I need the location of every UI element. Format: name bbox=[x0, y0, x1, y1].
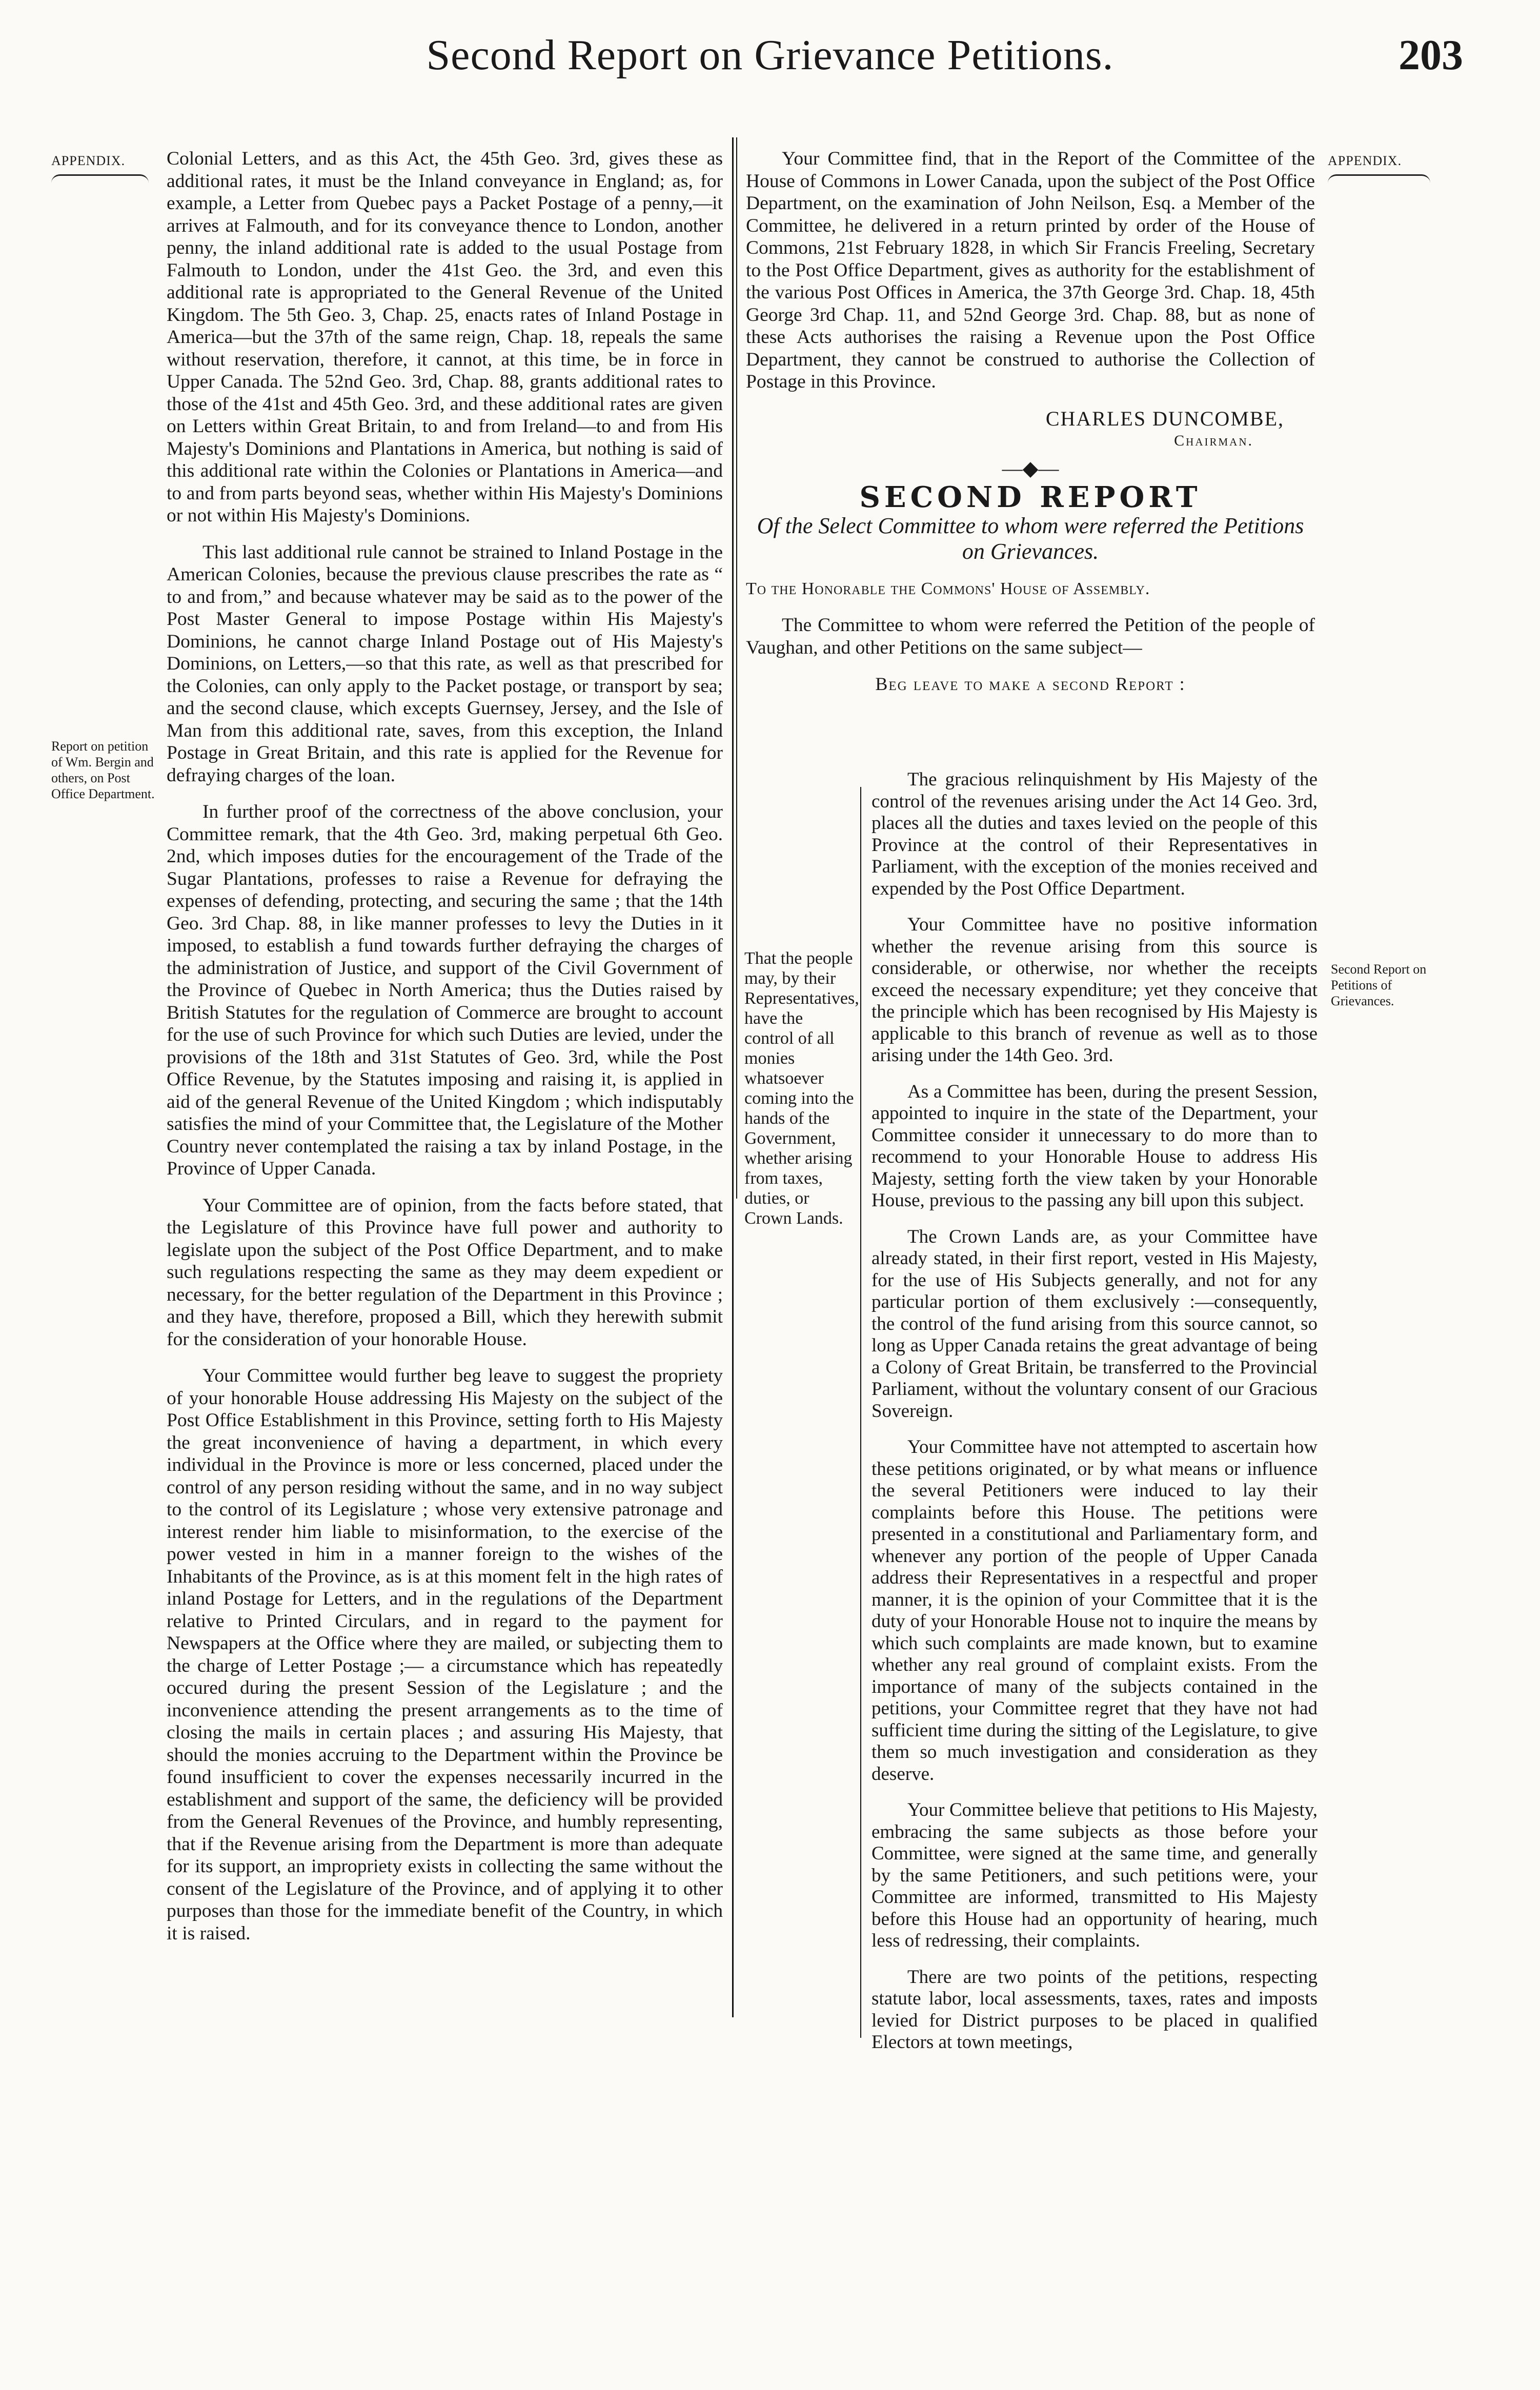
margin-note-inner: That the people may, by their Representatives, have the control of all monies whatsoever coming into the hands of the Government, whether arising from taxes, duties, or Crown Lands. bbox=[744, 949, 859, 1228]
intro-paragraph: The Committee to whom were referred the Petition of the people of Vaughan, and other Petitions on the same subject— bbox=[746, 615, 1315, 658]
right-paragraph-4: The Crown Lands are, as your Committee have already stated, in their first report, vested in His Majesty, for the use of His Subjects generally, and not for any particular portion of them exclusively :—consequently, the control of the fund arising from this source cannot, so long as Upper Canada retains the great advantage of being a Colony of Great Britain, be transferred to the Provincial Parliament, without the voluntary consent of our Gracious Sovereign. bbox=[872, 1226, 1318, 1422]
margin-note-right: Second Report on Petitions of Grievances. bbox=[1331, 962, 1427, 1008]
right-paragraph-6: Your Committee believe that petitions to His Majesty, embracing the same subjects as those before your Committee, were signed at the same time, and generally by the same Petitioners, and such petitions were, your Committee are informed, transmitted to His Majesty before this House had an opportunity of hearing, much less of redressing, their complaints. bbox=[872, 1799, 1318, 1951]
appendix-label-right bbox=[1328, 153, 1446, 169]
margin-note-left: Report on petition of Wm. Bergin and others, on Post Office Department. bbox=[51, 739, 155, 801]
appendix-brace-left bbox=[51, 174, 149, 183]
left-paragraph-4: Your Committee are of opinion, from the facts before stated, that the Legislature of this Province have full power and authority to legislate upon the subject of the Post Office Department, and to make such regulations respecting the same as they may deem expedient or necessary, for the better regulation of the Department in this Province ; and they have, therefore, proposed a Bill, which they herewith submit for the consideration of your honorable House. bbox=[167, 1194, 723, 1350]
appendix-brace-right bbox=[1328, 174, 1430, 183]
address-line: To the Honorable the Commons' House of Assembly. bbox=[746, 579, 1150, 598]
page-number: 203 bbox=[1399, 31, 1463, 79]
right-paragraph-7: There are two points of the petitions, respecting statute labor, local assessments, taxes, rates and imposts levied for District purposes to be placed in qualified Electors at town meetings, bbox=[872, 1966, 1318, 2053]
page-header-title: Second Report on Grievance Petitions. bbox=[426, 31, 1114, 79]
section-ornament: —◆— bbox=[1002, 456, 1059, 480]
right-paragraph-2: Your Committee have no positive information whether the revenue arising from this source is considerable, or otherwise, nor whether the receipts exceed the necessary expenditure; yet they conceive that the principle which has been recognised by His Majesty is applicable to this branch of revenue as well as to those arising under the 14th Geo. 3rd. bbox=[872, 914, 1318, 1066]
signature-name: CHARLES DUNCOMBE, bbox=[1045, 407, 1284, 430]
second-report-subtitle: Of the Select Committee to whom were referred the Petitions on Grievances. bbox=[757, 513, 1304, 564]
second-report-heading: SECOND REPORT bbox=[859, 480, 1202, 514]
right-paragraph-3: As a Committee has been, during the present Session, appointed to inquire in the state of the Department, your Committee consider it unnecessary to do more than to recommend to your Honorable House to address His Majesty, setting forth the view taken by your Honorable House, previous to the passing any bill upon this subject. bbox=[872, 1081, 1318, 1211]
left-paragraph-1: Colonial Letters, and as this Act, the 45th Geo. 3rd, gives these as additional rates, it must be the Inland conveyance in England; as, for example, a Letter from Quebec pays a Packet Postage of a penny,—it arrives at Falmouth, and for its conveyance thence to London, another penny, the inland additional rate is added to the usual Postage from Falmouth to London, under the 41st Geo. the 3rd, and even this additional rate is appropriated to the General Revenue of the United Kingdom. The 5th Geo. 3, Chap. 25, enacts rates of Inland Postage in America—but the 37th of the same reign, Chap. 18, repeals the same without reservation, therefore, it cannot, at this time, be in force in Upper Canada. The 52nd Geo. 3rd, Chap. 88, grants additional rates to those of the 41st and 45th Geo. 3rd, and these additional rates are given on Letters within Great Britain, to and from Ireland—to and from His Majesty's Dominions and Plantations in America, but nothing is said of this additional rate within the Colonies or Plantations in America—and to and from parts beyond seas, whether within His Majesty's Dominions or not within His Majesty's Dominions. bbox=[167, 148, 723, 526]
right-column-top bbox=[746, 148, 1315, 709]
column-divider-left-2 bbox=[736, 137, 737, 1199]
appendix-left-text: APPENDIX. bbox=[51, 153, 126, 168]
beg-leave-line: Beg leave to make a second Report : bbox=[875, 674, 1186, 694]
signature-title: Chairman. bbox=[1174, 432, 1253, 449]
right-top-paragraph: Your Committee find, that in the Report of the Committee of the House of Commons in Lower Canada, upon the subject of the Post Office Department, on the examination of John Neilson, Esq. a Member of the Committee, he delivered in a return printed by order of the House of Commons, 21st February 1828, in which Sir Francis Freeling, Secretary to the Post Office Department, gives as authority for the establishment of the various Post Offices in America, the 37th George 3rd. Chap. 18, 45th George 3rd Chap. 11, and 52nd George 3rd. Chap. 88, but as none of these Acts authorises the raising a Revenue upon the Post Office Department, they cannot be construed to authorise the Collection of Postage in this Province. bbox=[746, 148, 1315, 392]
right-paragraph-5: Your Committee have not attempted to ascertain how these petitions originated, or by what means or influence the several Petitioners were induced to lay their complaints before this House. The petitions were presented in a constitutional and Parliamentary form, and whenever any portion of the people of Upper Canada address their Representatives in a respectful and proper manner, it is the opinion of your Committee that it is the duty of your Honorable House not to inquire the means by which such complaints are made known, but to examine whether any real ground of complaint exists. From the importance of many of the subjects contained in the petitions, your Committee regret that they have not had sufficient time during the sitting of the Legislature, to give them so much investigation and consideration as they deserve. bbox=[872, 1436, 1318, 1785]
left-column bbox=[167, 148, 723, 1959]
column-divider-mid bbox=[732, 951, 734, 2017]
right-column-body bbox=[872, 769, 1318, 2068]
column-divider-inner bbox=[860, 787, 861, 2038]
appendix-label-left bbox=[51, 153, 164, 169]
appendix-right-text: APPENDIX. bbox=[1328, 153, 1402, 168]
right-paragraph-1: The gracious relinquishment by His Majesty of the control of the revenues arising under the Act 14 Geo. 3rd, places all the duties and taxes levied on the people of this Province at the control of their Representatives in Parliament, with the exception of the monies received and expended by the Post Office Department. bbox=[872, 769, 1318, 899]
left-paragraph-5: Your Committee would further beg leave to suggest the propriety of your honorable House addressing His Majesty on the subject of the Post Office Establishment in this Province, setting forth to His Majesty the great inconvenience of having a department, in which every individual in the Province is more or less concerned, placed under the control of any person residing without the same, and in no way subject to the control of its Legislature ; whose very extensive patronage and interest render him liable to misinformation, to the exercise of the power vested in him in a manner foreign to the wishes of the Inhabitants of the Province, as is at this moment felt in the high rates of inland Postage for Letters, and in the regulations of the Department relative to Printed Circulars, and in regard to the payment for Newspapers at the Office where they are mailed, or subjecting them to the charge of Letter Postage ;— a circumstance which has repeatedly occured during the present Session of the Legislature ; and the inconvenience attending the present arrangements as to the time of closing the mails in certain places ; and assuring His Majesty, that should the monies accruing to the Department within the Province be found insufficient to cover the expenses necessarily incurred in the establishment and support of the same, the deficiency will be provided from the General Revenues of the Province, and humbly representing, that if the Revenue arising from the Department is more than adequate for its support, an impropriety exists in collecting the same without the consent of the Legislature of the Province, and of applying it to other purposes than those for the immediate benefit of the Country, in which it is raised. bbox=[167, 1365, 723, 1944]
left-paragraph-3: In further proof of the correctness of the above conclusion, your Committee remark, that the 4th Geo. 3rd, making perpetual 6th Geo. 2nd, which imposes duties for the encouragement of the Trade of the Sugar Plantations, professes to raise a Revenue for defraying the expenses of defending, protecting, and securing the same ; that the 14th Geo. 3rd Chap. 88, in like manner professes to levy the Duties in it imposed, to establish a fund towards further defraying the charges of the administration of Justice, and support of the Civil Government of the Province of Quebec in North America; thus the Duties raised by British Statutes for the regulation of Commerce are brought to account for the use of such Province for which such Duties are levied, under the provisions of the 18th and 31st Statutes of Geo. 3rd, while the Post Office Revenue, by the Statutes imposing and raising it, is applied in aid of the general Revenue of the United Kingdom ; which indisputably satisfies the mind of your Committee that, the Legislature of the Mother Country never contemplated the raising a tax by inland Postage, in the Province of Upper Canada. bbox=[167, 801, 723, 1179]
left-paragraph-2: This last additional rule cannot be strained to Inland Postage in the American Colonies, because the previous clause prescribes the rate as “ to and from,” and because whatever may be said as to the power of the Post Master General to impose Postage within His Majesty's Dominions, he cannot charge Inland Postage out of His Majesty's Dominions, on Letters,—so that this rate, as well as that prescribed for the Colonies, can only apply to the Packet postage, or transport by sea; and the second clause, which excepts Guernsey, Jersey, and the Isle of Man from this additional rate, saves, from this exception, the Inland Postage in Great Britain, and this rate is applied for the Revenue for defraying charges of the loan. bbox=[167, 541, 723, 786]
